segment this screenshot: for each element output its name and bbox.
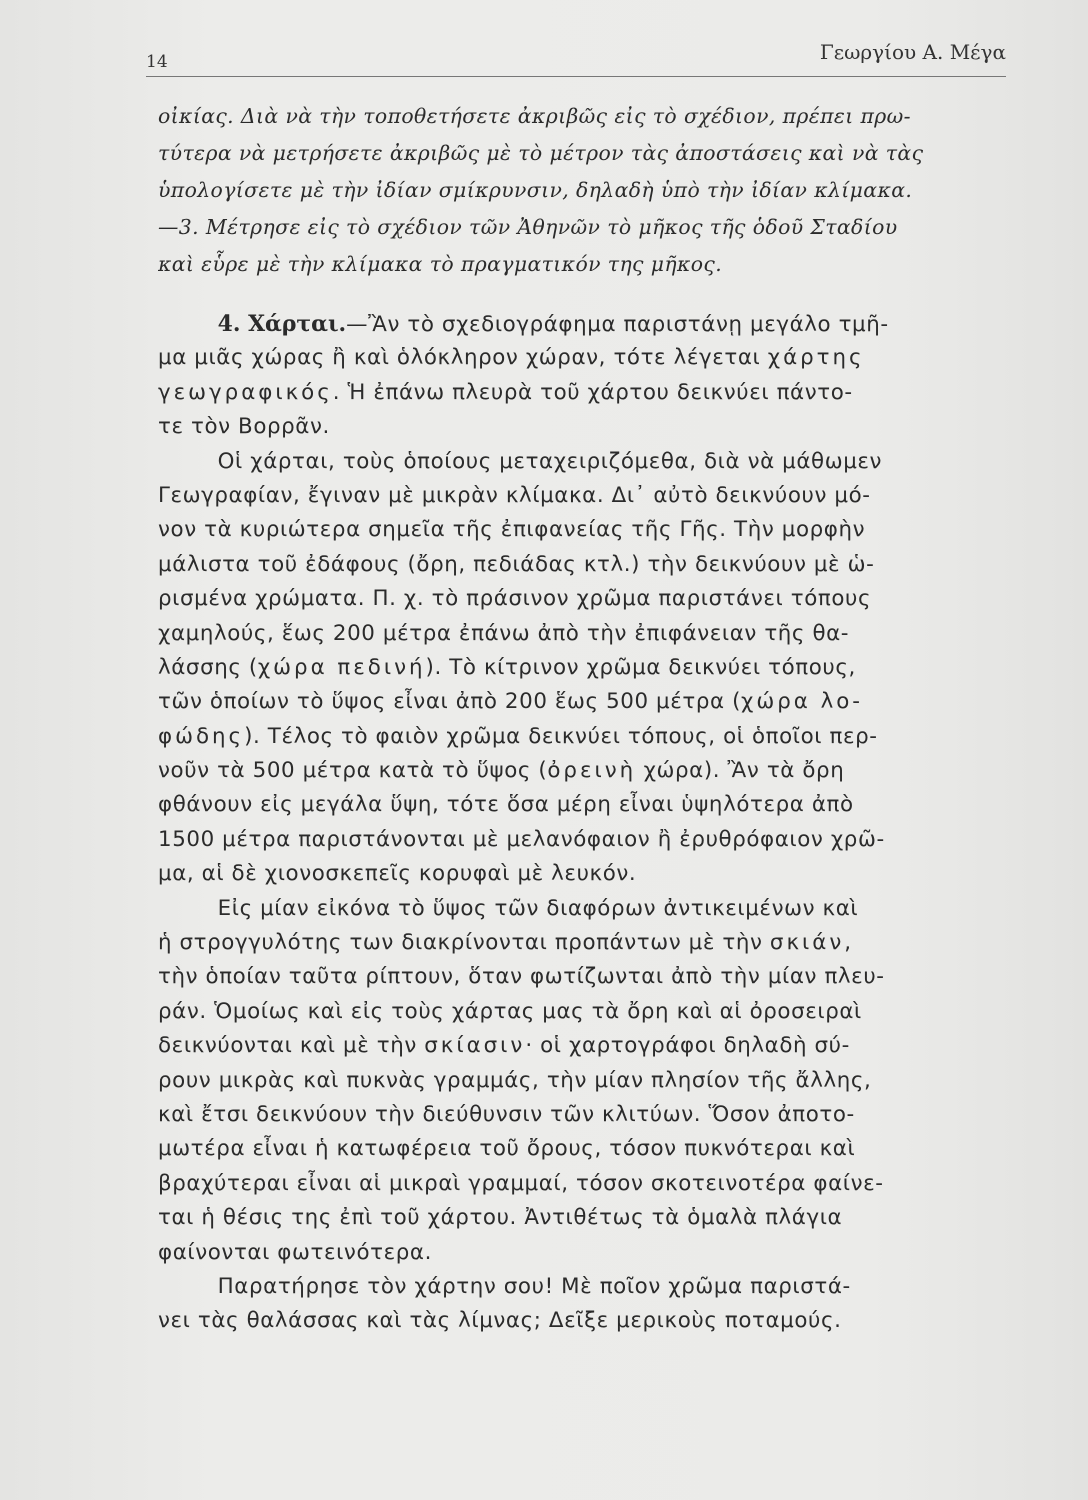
text-line: Οἱ χάρται, τοὺς ὁποίους μεταχειριζόμεθα, διὰ νὰ μάθωμεν (217, 448, 883, 474)
text-line (158, 754, 1013, 788)
text-line: νον τὰ κυριώτερα σημεῖα τῆς ἐπιφανείας τῆς Γῆς. Τὴν μορφὴν (158, 517, 866, 543)
text-line: νει τὰς θαλάσσας καὶ τὰς λίμνας; Δεῖξε μερικοὺς ποταμούς. (158, 1308, 842, 1334)
text-span: νοῦν τὰ 500 μέτρα κατὰ τὸ ὕψος ( (158, 758, 548, 784)
text-line: τὴν ὁποίαν ταῦτα ρίπτουν, ὅταν φωτίζωνται ἀπὸ τὴν μίαν πλευ- (158, 964, 885, 990)
text-line: ρουν μικρὰς καὶ πυκνὰς γραμμάς, τὴν μίαν πλησίον τῆς ἄλλης, (158, 1067, 872, 1093)
text-line (158, 926, 1013, 960)
emphasis-term: ὀρεινὴ (547, 758, 637, 784)
text-line: καὶ εὗρε μὲ τὴν κλίμακα τὸ πραγματικόν της μῆκος. (158, 252, 723, 276)
text-line (158, 1029, 1013, 1063)
italic-exercise-block (158, 98, 1018, 283)
text-span: χώρα). Ἂν τὰ ὄρη (636, 758, 845, 784)
text-line: ὑπολογίσετε μὲ τὴν ἰδίαν σμίκρυνσιν, δηλαδὴ ὑπὸ τὴν ἰδίαν κλίμακα. (158, 178, 913, 202)
text-line: Εἰς μίαν εἰκόνα τὸ ὕψος τῶν διαφόρων ἀντικειμένων καὶ (217, 895, 859, 921)
text-line: οἰκίας. Διὰ νὰ τὴν τοποθετήσετε ἀκριβῶς εἰς τὸ σχέδιον, πρέπει πρω- (158, 104, 911, 128)
emphasis-term: χάρτης (767, 345, 865, 371)
text-line: Παρατήρησε τὸν χάρτην σου! Μὲ ποῖον χρῶμα παριστά- (217, 1273, 851, 1299)
text-line: ρισμένα χρώματα. Π. χ. τὸ πράσινον χρῶμα παριστάνει τόπους (158, 586, 872, 612)
text-line: ται ἡ θέσις της ἐπὶ τοῦ χάρτου. Ἀντιθέτως τὰ ὁμαλὰ πλάγια (158, 1205, 843, 1231)
running-title: Γεωργίου Α. Μέγα (819, 40, 1006, 64)
text-line: τε τὸν Βορρᾶν. (158, 414, 330, 440)
spacer (158, 283, 1018, 307)
text-span: . Ἡ ἐπάνω πλευρὰ τοῦ χάρτου δεικνύει πάντο- (332, 379, 853, 405)
section-paragraph (158, 307, 1018, 445)
text-span: μα μιᾶς χώρας ἢ καὶ ὁλόκληρον χώραν, τότε λέγεται (158, 345, 768, 371)
paragraph (158, 445, 1018, 892)
text-line: 1500 μέτρα παριστάνονται μὲ μελανόφαιον ἢ ἐρυθρόφαιον χρῶ- (158, 826, 885, 852)
text-line (158, 651, 1013, 685)
text-line (158, 376, 1013, 410)
paragraph (158, 892, 1018, 1270)
text-line: Γεωγραφίαν, ἔγιναν μὲ μικρὰν κλίμακα. Δι᾽ αὐτὸ δεικνύουν μό- (158, 482, 871, 508)
header-rule (146, 76, 1006, 77)
paragraph (158, 1270, 1018, 1339)
emphasis-term: σκιάν (769, 930, 845, 956)
text-span: ). Τὸ κίτρινον χρῶμα δεικνύει τόπους, (425, 654, 856, 680)
text-line (158, 720, 1013, 754)
emphasis-term: φώδης (158, 723, 245, 749)
text-line (158, 685, 1013, 719)
text-line: —3. Μέτρησε εἰς τὸ σχέδιον τῶν Ἀθηνῶν τὸ μῆκος τῆς ὁδοῦ Σταδίου (158, 215, 898, 239)
text-line: ράν. Ὁμοίως καὶ εἰς τοὺς χάρτας μας τὰ ὄρη καὶ αἱ ὀροσειραὶ (158, 998, 862, 1024)
emphasis-term: γεωγραφικός (158, 379, 333, 405)
text-line: φαίνονται φωτεινότερα. (158, 1239, 432, 1265)
text-line: χαμηλούς, ἕως 200 μέτρα ἐπάνω ἀπὸ τὴν ἐπιφάνειαν τῆς θα- (158, 620, 850, 646)
page-number: 14 (146, 52, 168, 72)
text-span: λάσσης ( (158, 654, 258, 680)
emphasis-term: σκίασιν (424, 1033, 526, 1059)
page-body (158, 98, 1018, 1339)
text-span: τῶν ὁποίων τὸ ὕψος εἶναι ἀπὸ 200 ἕως 500 μέτρα ( (158, 689, 742, 715)
text-line (158, 307, 1013, 341)
text-line: καὶ ἔτσι δεικνύουν τὴν διεύθυνσιν τῶν κλιτύων. Ὅσον ἀποτο- (158, 1101, 855, 1127)
text-line: βραχύτεραι εἶναι αἱ μικραὶ γραμμαί, τόσον σκοτεινοτέρα φαίνε- (158, 1170, 884, 1196)
text-line: τύτερα νὰ μετρήσετε ἀκριβῶς μὲ τὸ μέτρον τὰς ἀποστάσεις καὶ νὰ τὰς (158, 141, 924, 165)
text-span: ). Τέλος τὸ φαιὸν χρῶμα δεικνύει τόπους, οἱ ὁποῖοι περ- (244, 723, 878, 749)
text-line (158, 341, 1013, 375)
emphasis-term: χώρα λο- (741, 689, 863, 715)
text-span: —Ἂν τὸ σχεδιογράφημα παριστάνῃ μεγάλο τμῆ- (346, 312, 889, 337)
text-line: μωτέρα εἶναι ἡ κατωφέρεια τοῦ ὄρους, τόσον πυκνότεραι καὶ (158, 1136, 856, 1162)
emphasis-term: χώρα πεδινή (257, 654, 426, 680)
section-heading: 4. Χάρται. (217, 311, 347, 337)
text-line: φθάνουν εἰς μεγάλα ὕψη, τότε ὅσα μέρη εἶναι ὑψηλότερα ἀπὸ (158, 792, 854, 818)
text-span: , (844, 930, 852, 956)
text-span: · οἱ χαρτογράφοι δηλαδὴ σύ- (525, 1033, 850, 1059)
text-span: ἡ στρογγυλότης των διακρίνονται προπάντων μὲ τὴν (158, 930, 770, 956)
text-span: δεικνύονται καὶ μὲ τὴν (158, 1033, 425, 1059)
text-line: μάλιστα τοῦ ἐδάφους (ὄρη, πεδιάδας κτλ.) τὴν δεικνύουν μὲ ὡ- (158, 551, 875, 577)
text-line: μα, αἱ δὲ χιονοσκεπεῖς κορυφαὶ μὲ λευκόν. (158, 861, 637, 887)
